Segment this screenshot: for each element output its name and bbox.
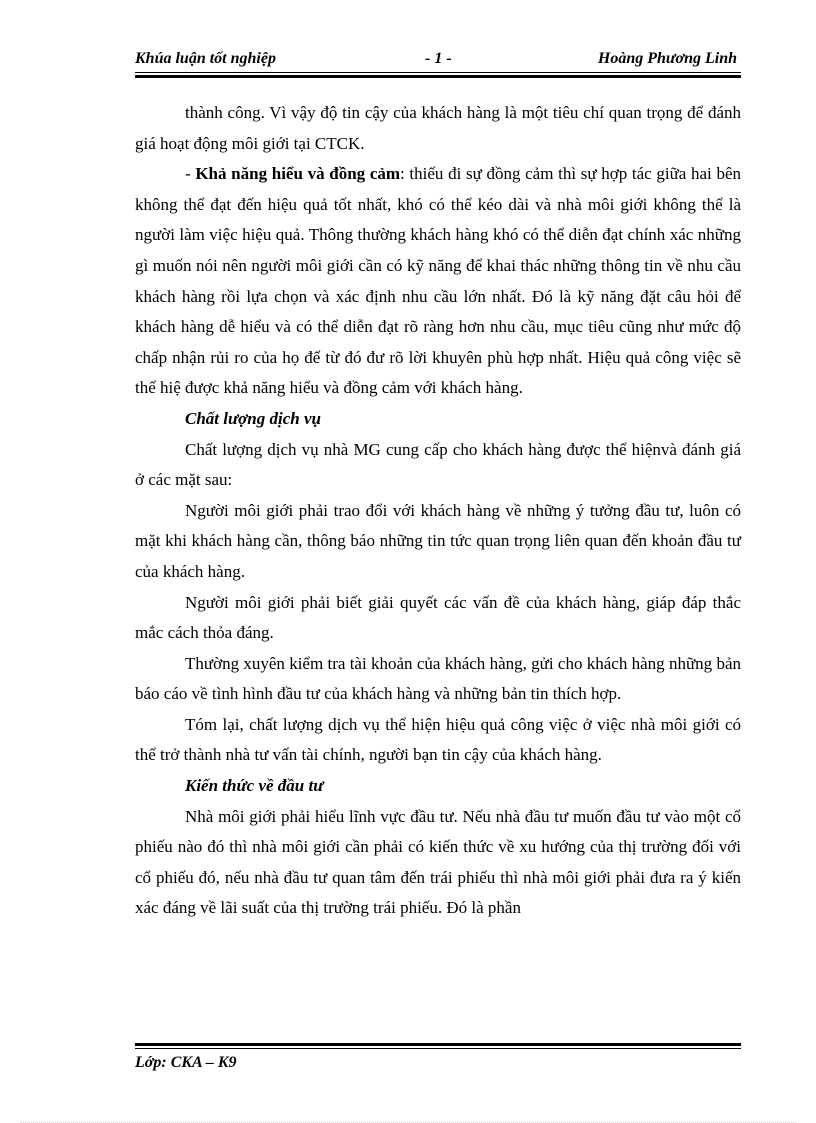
page-header xyxy=(135,48,741,72)
paragraph-empathy-lead: Khả năng hiểu và đồng cảm xyxy=(195,164,401,184)
paragraph-service-summary: Tóm lại, chất lượng dịch vụ thể hiện hiệu quả công việc ở việc nhà môi giới có thể trở thành nhà tư vấn tài chính, người bạn tin cậy của khách hàng. xyxy=(135,714,741,765)
footer-class: Lớp: CKA – K9 xyxy=(135,1054,237,1071)
paragraph-empathy: - Khả năng hiểu và đồng cảm: thiếu đi sự đồng cảm thì sự hợp tác giữa hai bên không thể đạt đến hiệu quả tốt nhất, khó có thể kéo dài và nhà môi giới không thể là người làm việc hiệu quả. Thông thường khách hàng khó có thể diễn đạt chính xác những gì muốn nói nên người môi giới cần có kỹ năng để khai thác những thông tin về nhu cầu khách hàng rồi lựa chọn và xác định nhu cầu lớn nhất. Đó là kỹ năng đặt câu hỏi để khách hàng dễ hiểu và có thể diễn đạt rõ ràng hơn nhu cầu, mục tiêu cũng như mức độ chấp nhận rủi ro của họ để từ đó đư rõ lời khuyên phù hợp nhất. Hiệu quả công việc sẽ thể hiệ được khả năng hiểu và đồng cảm với khách hàng. xyxy=(135,164,741,398)
header-rule-thick xyxy=(135,75,741,78)
header-thesis-title: Khúa luận tốt nghiệp xyxy=(135,50,276,67)
paragraph-empathy-text: : thiếu đi sự đồng cảm thì sự hợp tác giữa hai bên không thể đạt đến hiệu quả tốt nhất, khó có thể kéo dài và nhà môi giới không thể là người làm việc hiệu quả. Thông thường khách hàng khó có thể diễn đạt chính xác những gì muốn nói nên người môi giới cần có kỹ năng để khai thác những thông tin về nhu cầu khách hàng rồi lựa chọn và xác định nhu cầu lớn nhất. Đó là kỹ năng đặt câu hỏi để khách hàng dễ hiểu và có thể diễn đạt rõ ràng hơn nhu cầu, mục tiêu cũng như mức độ chấp nhận rủi ro của họ để từ đó đư rõ lời khuyên phù hợp nhất. Hiệu quả công việc sẽ thể hiệ được khả năng hiểu và đồng cảm với khách hàng. xyxy=(135,164,741,398)
paragraph-service-intro: Chất lượng dịch vụ nhà MG cung cấp cho khách hàng được thể hiệnvà đánh giá ở các mặt sau: xyxy=(135,439,741,490)
header-rule-thin xyxy=(135,72,741,73)
paragraph-service-check: Thường xuyên kiểm tra tài khoản của khách hàng, gửi cho khách hàng những bản báo cáo về tình hình đầu tư của khách hàng và những bản tin thích hợp. xyxy=(135,653,741,704)
footer-rule-thin xyxy=(135,1048,741,1049)
paragraph-service-exchange: Người môi giới phải trao đổi với khách hàng về những ý tưởng đầu tư, luôn có mặt khi khách hàng cần, thông báo những tin tức quan trọng liên quan đến khoản đầu tư của khách hàng. xyxy=(135,500,741,581)
footer-rule-thick xyxy=(135,1043,741,1046)
section-heading-investment-knowledge: Kiến thức về đầu tư xyxy=(185,776,324,796)
paragraph-service-resolve: Người môi giới phải biết giải quyết các vấn đề của khách hàng, giáp đáp thắc mắc cách thỏa đáng. xyxy=(135,592,741,643)
page-number: - 1 - xyxy=(425,50,452,67)
paragraph-trust-conclusion: thành công. Vì vậy độ tin cậy của khách hàng là một tiêu chí quan trọng để đánh giá hoạt động môi giới tại CTCK. xyxy=(135,103,741,153)
paragraph-investment-knowledge: Nhà môi giới phải hiểu lĩnh vực đầu tư. Nếu nhà đầu tư muốn đầu tư vào một cổ phiếu nào đó thì nhà môi giới cần phải có kiến thức về xu hướng của thị trường đối với cổ phiếu đó, nếu nhà đầu tư quan tâm đến trái phiếu thì nhà môi giới phải đưa ra ý kiến xác đáng về lãi suất của thị trường trái phiếu. Đó là phần xyxy=(135,806,741,918)
header-author: Hoàng Phương Linh xyxy=(597,50,737,67)
section-heading-service-quality: Chất lượng dịch vụ xyxy=(185,408,321,428)
page-body xyxy=(135,98,741,924)
